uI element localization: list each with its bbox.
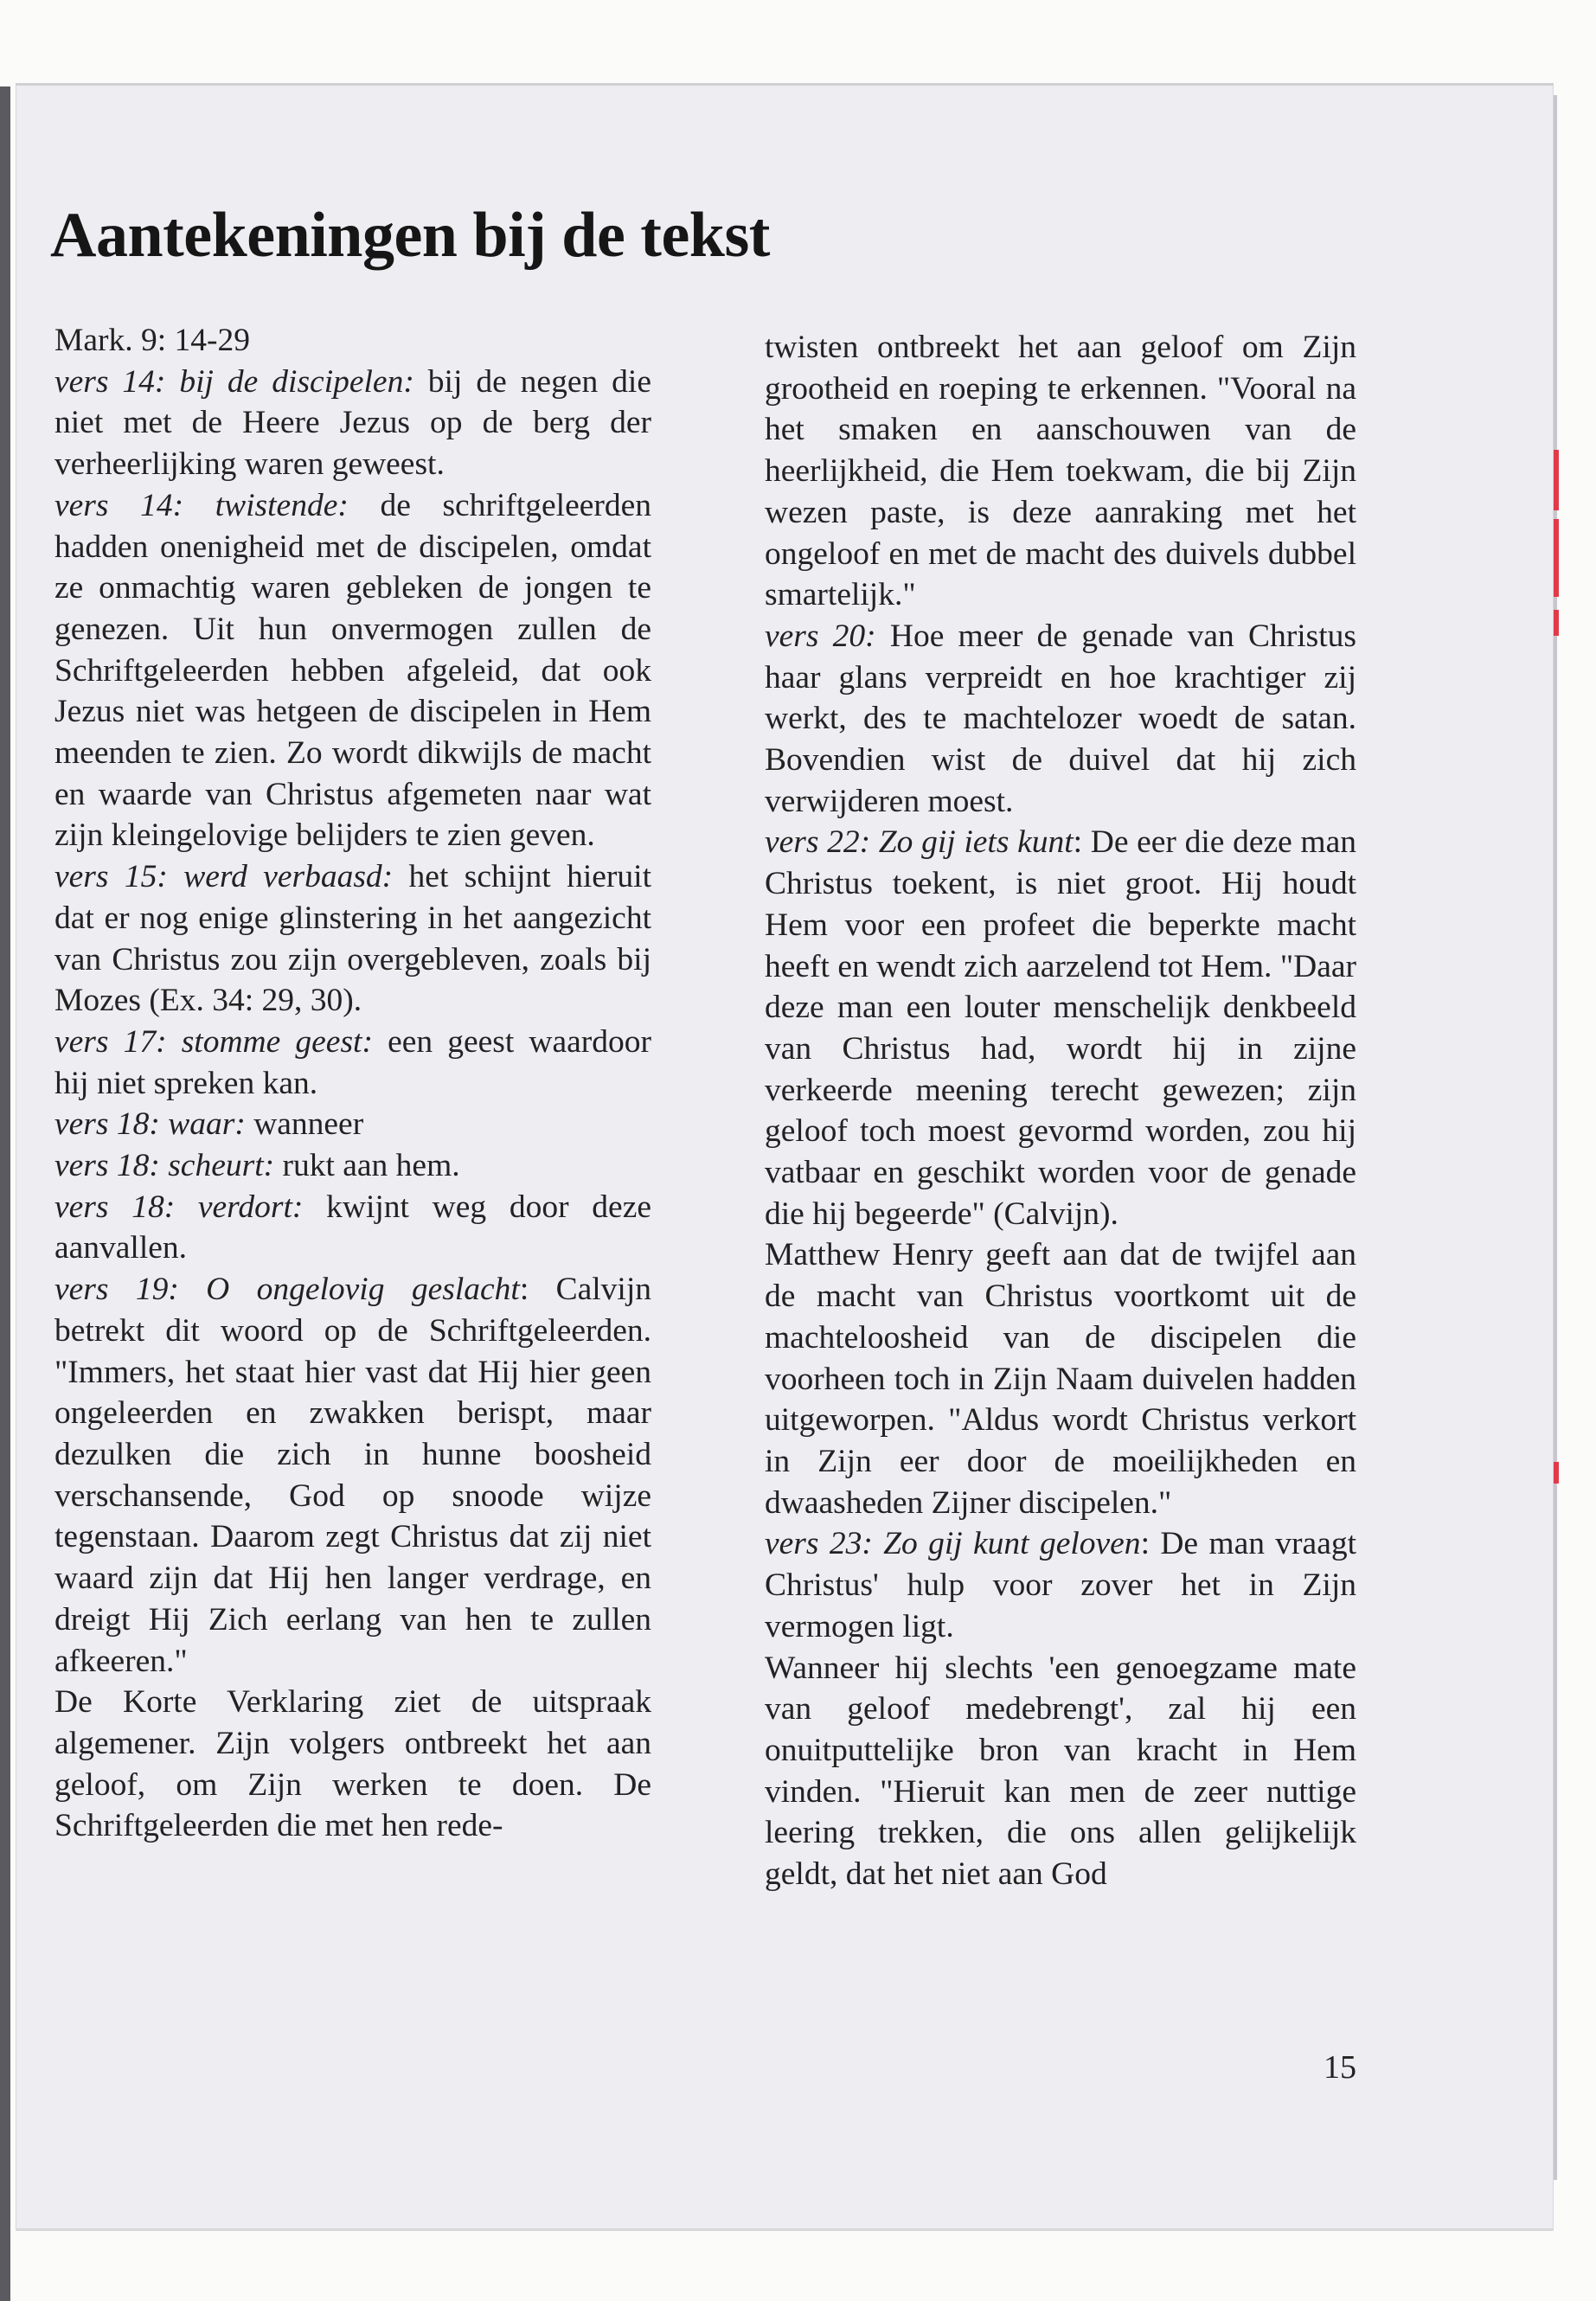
paragraph [765, 616, 1356, 823]
paragraph-text: de schriftgeleerden hadden onenigheid met de discipelen, omdat ze onmachtig waren gebleken de jongen te genezen. Uit hun onvermogen zullen de Schriftgeleerden hebben afgeleid, dat ook Jezus niet was hetgeen de discipelen in Hem meenden te zien. Zo wordt dikwijls de macht en waarde van Christus afgemeten naar wat zijn kleingelovige belijders te zien geven. [54, 487, 651, 854]
paragraph-text: : De eer die deze man Christus toekent, is niet groot. Hij houdt Hem voor een profeet die beperkte macht heeft en wendt zich aarzelend tot Hem. "Daar deze man een louter menschelijk denkbeeld van Christus had, wordt hij in zijne verkeerde meening terecht gewezen; zijn geloof toch moest gevormd worden, zou hij vatbaar en geschikt worden voor de genade die hij begeerde" (Calvijn). [765, 824, 1356, 1232]
paragraph [54, 1022, 651, 1104]
page-right-edge [1554, 95, 1557, 2180]
paragraph-text: Mark. 9: 14-29 [54, 323, 251, 358]
red-edge-mark [1554, 519, 1559, 597]
paragraph [765, 822, 1356, 1234]
verse-reference: vers 18: waar: [54, 1106, 246, 1143]
verse-reference: vers 22: Zo gij iets kunt [765, 824, 1074, 861]
paragraph-text: het schijnt hieruit dat er nog enige glinstering in het aangezicht van Christus zou zijn overgebleven, zoals bij Mozes (Ex. 34: 29, 30). [54, 859, 651, 1019]
paragraph [54, 320, 651, 362]
verse-reference: vers 17: stomme geest: [54, 1023, 373, 1060]
paragraph [765, 327, 1356, 616]
red-edge-mark [1554, 1462, 1559, 1484]
paragraph-text: wanneer [245, 1106, 364, 1143]
page-number: 15 [1324, 2049, 1356, 2086]
paragraph [54, 362, 651, 485]
paragraph-text: Wanneer hij slechts 'een genoegzame mate van geloof medebrengt', zal hij een onuitputtelijke bron van kracht in Hem vinden. "Hieruit kan men de zeer nuttige leering trekken, die ons allen gelijkelijk geldt, dat het niet aan God [765, 1650, 1356, 1893]
verse-reference: vers 15: werd verbaasd: [54, 859, 394, 895]
paragraph [54, 856, 651, 1022]
verse-reference: vers 18: scheurt: [54, 1148, 275, 1184]
red-edge-mark [1554, 610, 1559, 636]
scan-left-edge [0, 87, 10, 2301]
paragraph [54, 1145, 651, 1187]
verse-reference: vers 14: twistende: [54, 487, 349, 523]
paragraph-text: : Calvijn betrekt dit woord op de Schriftgeleerden. "Immers, het staat hier vast dat Hij hier geen ongeleerden en zwakken berispt, maar dezulken die zich in hunne boosheid verschansende, God op snoode wijze tegenstaan. Daarom zegt Christus dat zij niet waard zijn dat Hij hen langer verdrage, en dreigt Hij Zich eerlang van hen te zullen afkeeren." [54, 1272, 651, 1679]
paragraph-text: kwijnt weg door deze aanvallen. [54, 1189, 651, 1266]
paragraph-text: De Korte Verklaring ziet de uitspraak algemener. Zijn volgers ontbreekt het aan geloof, om Zijn werken te doen. De Schriftgeleerden die met hen rede- [54, 1684, 651, 1844]
paragraph [54, 1682, 651, 1847]
paragraph-text: Matthew Henry geeft aan dat de twijfel aan de macht van Christus voortkomt uit de machteloosheid van de discipelen die voorheen toch in Zijn Naam duivelen hadden uitgeworpen. "Aldus wordt Christus verkort in Zijn eer door de moeilijkheden en dwaasheden Zijner discipelen." [765, 1237, 1356, 1521]
paragraph-text: rukt aan hem. [274, 1148, 460, 1184]
paragraph-text: een geest waardoor hij niet spreken kan. [54, 1023, 652, 1101]
page-bottom-edge [16, 2228, 1554, 2231]
verse-reference: vers 23: Zo gij kunt geloven [765, 1526, 1141, 1562]
paragraph-text: Hoe meer de genade van Christus haar glans verpreidt en hoe krachtiger zij werkt, des te machtelozer woedt de satan. Bovendien wist de duivel dat hij zich verwijderen moest. [765, 618, 1357, 819]
paragraph [765, 1648, 1356, 1895]
red-edge-mark [1554, 450, 1559, 510]
paragraph-text: bij de negen die niet met de Heere Jezus op de berg der verheerlijking waren geweest. [54, 363, 651, 483]
paragraph [54, 1187, 651, 1269]
paragraph [765, 1234, 1356, 1523]
paragraph-text: twisten ontbreekt het aan geloof om Zijn grootheid en roeping te erkennen. "Vooral na het smaken en aanschouwen van de heerlijkheid, die Hem toekwam, die bij Zijn wezen paste, is deze aanraking met het ongeloof en met de macht des duivels dubbel smartelijk." [765, 330, 1356, 613]
left-column [54, 320, 651, 1847]
paragraph [765, 1523, 1356, 1647]
paragraph [54, 1269, 651, 1682]
verse-reference: vers 19: O ongelovig geslacht [54, 1272, 520, 1308]
page-top-edge [16, 83, 1554, 86]
paragraph-text: : De man vraagt Christus' hulp voor zover het in Zijn vermogen ligt. [765, 1526, 1357, 1644]
paragraph [54, 1104, 651, 1145]
right-column [765, 327, 1356, 1895]
verse-reference: vers 18: verdort: [54, 1189, 304, 1225]
verse-reference: vers 14: bij de discipelen: [54, 363, 414, 400]
paragraph [54, 485, 651, 856]
page-title: Aantekeningen bij de tekst [50, 200, 770, 271]
verse-reference: vers 20: [765, 618, 876, 654]
